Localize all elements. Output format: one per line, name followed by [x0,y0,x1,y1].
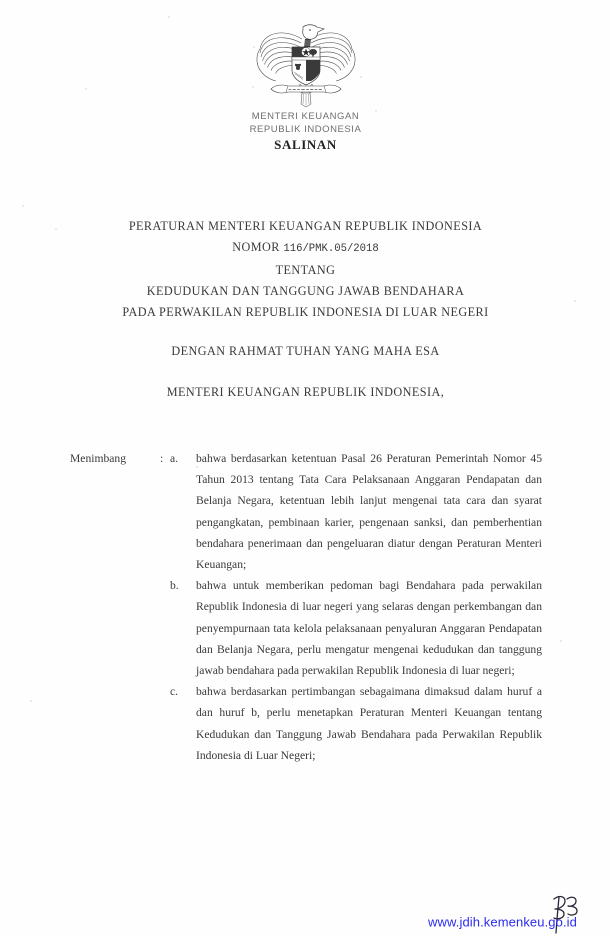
scan-speckle [560,640,562,642]
title-line-tentang: TENTANG [275,263,336,277]
preamble-blessing [0,344,611,359]
considering-item-text: bahwa berdasarkan ketentuan Pasal 26 Peraturan Pemerintah Nomor 45 Tahun 2013 tentang Tata Cara Pelaksanaan Anggaran Pendapatan dan Belanja Negara, ketentuan lebih lanjut mengenai tata cara dan syarat pengangkatan, pembinaan karier, pengenaan sanksi, dan pemberhentian bendahara penerimaan dan pengeluaran diatur dengan Peraturan Menteri Keuangan; [196,452,542,572]
garuda-pancasila-emblem [254,18,358,110]
considering-item-marker: a. [170,452,179,465]
title-line-subject-1: KEDUDUKAN DAN TANGGUNG JAWAB BENDAHARA [146,284,465,298]
jdih-watermark[interactable]: www.jdih.kemenkeu.go.id [428,914,577,930]
considering-item [170,448,542,575]
considering-item-marker: b. [170,579,179,593]
considering-item-text: bahwa berdasarkan pertimbangan sebagaimana dimaksud dalam huruf a dan huruf b, perlu menetapkan Peraturan Menteri Keuangan tentang Kedudukan dan Tanggung Jawab Bendahara pada Perwakilan Republik Indonesia di Luar Negeri; [196,685,542,762]
considering-colon: : [160,452,164,465]
scan-speckle [22,205,24,207]
title-line-number [0,237,611,260]
letterhead [0,18,611,152]
considering-item-text: bahwa untuk memberikan pedoman bagi Bendahara pada perwakilan Republik Indonesia di luar negeri yang selaras dengan perkembangan dan penyempurnaan tata kelola pelaksanaan penyaluran Anggaran Pendapatan dan Belanja Negara, perlu mengatur mengenai kedudukan dan tanggung jawab bendahara pada perwakilan Republik Indonesia di luar negeri; [196,579,542,678]
considering-item [170,681,542,766]
title-line-regulation: PERATURAN MENTERI KEUANGAN REPUBLIK INDONESIA [128,219,483,233]
preamble-issuer [0,385,611,400]
considering-label: Menimbang [70,452,127,465]
nomor-value: 116/PMK.05/2018 [283,243,379,255]
nomor-label: NOMOR [232,240,280,254]
preamble-issuer-text: MENTERI KEUANGAN REPUBLIK INDONESIA, [166,385,445,399]
preamble-blessing-text: DENGAN RAHMAT TUHAN YANG MAHA ESA [171,344,440,358]
regulation-title-block [0,216,611,323]
copy-mark-salinan: SALINAN [274,137,337,152]
letterhead-line-country: REPUBLIK INDONESIA [249,124,362,135]
considering-items [170,448,542,766]
considering-item-marker: c. [170,685,179,699]
considering-section [70,448,542,766]
title-line-subject-2: PADA PERWAKILAN REPUBLIK INDONESIA DI LUAR NEGERI [122,305,489,319]
letterhead-line-ministry: MENTERI KEUANGAN [251,111,360,122]
scan-speckle [30,700,32,702]
considering-item [170,575,542,681]
